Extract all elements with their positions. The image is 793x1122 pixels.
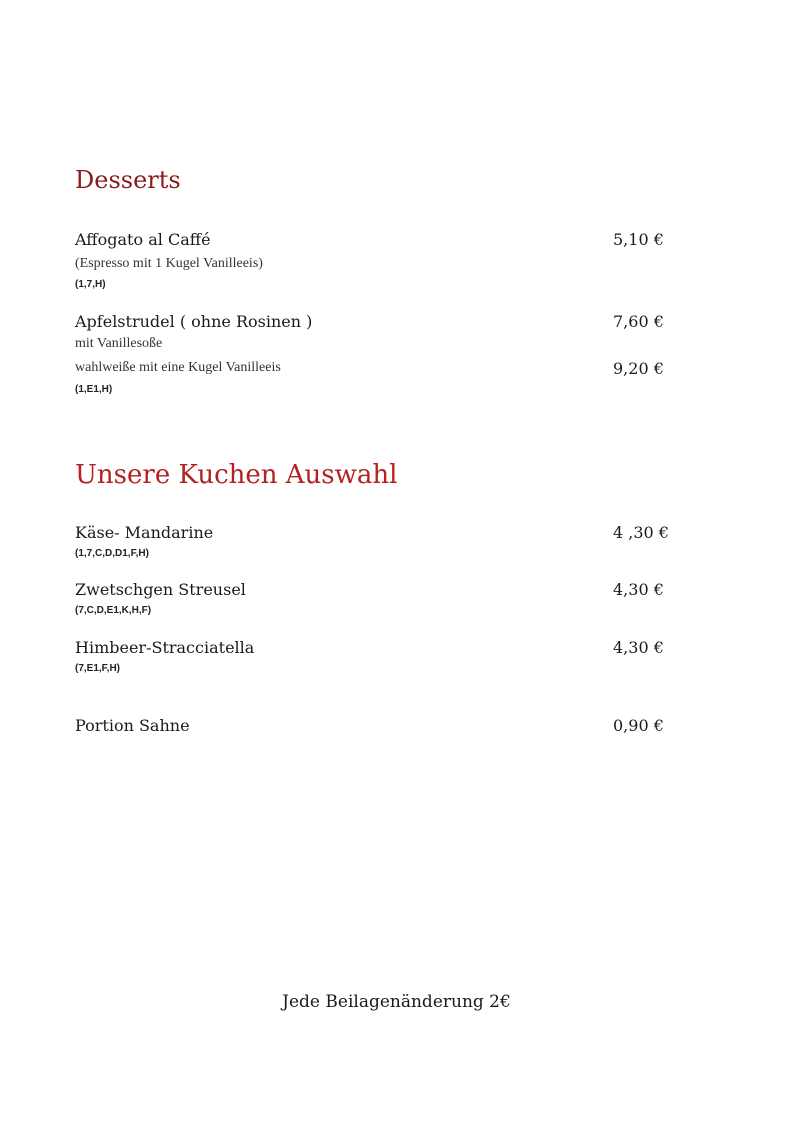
strudel-description-sauce: mit Vanillesoße bbox=[75, 336, 163, 351]
kuchen-title: Unsere Kuchen Auswahl bbox=[75, 460, 398, 490]
kuchen-item-price: 4,30 € bbox=[613, 638, 664, 657]
extra-cream-price: 0,90 € bbox=[613, 716, 664, 735]
kuchen-item-allergens: (1,7,C,D,D1,F,H) bbox=[75, 548, 149, 559]
kuchen-item-name: Himbeer-Stracciatella bbox=[75, 638, 255, 657]
strudel-description-icecream: wahlweiße mit eine Kugel Vanilleeis bbox=[75, 360, 281, 375]
affogato-name: Affogato al Caffé bbox=[75, 230, 211, 249]
extra-cream-name: Portion Sahne bbox=[75, 716, 190, 735]
strudel-price-icecream: 9,20 € bbox=[613, 359, 664, 378]
kuchen-item-name: Zwetschgen Streusel bbox=[75, 580, 246, 599]
affogato-description: (Espresso mit 1 Kugel Vanilleeis) bbox=[75, 256, 263, 271]
footer-note: Jede Beilagenänderung 2€ bbox=[282, 992, 511, 1012]
strudel-name: Apfelstrudel ( ohne Rosinen ) bbox=[75, 312, 313, 331]
strudel-allergens: (1,E1,H) bbox=[75, 384, 113, 395]
desserts-title: Desserts bbox=[75, 166, 181, 194]
kuchen-item-name: Käse- Mandarine bbox=[75, 523, 214, 542]
kuchen-item-price: 4,30 € bbox=[613, 580, 664, 599]
kuchen-item-price: 4 ,30 € bbox=[613, 523, 669, 542]
kuchen-item-allergens: (7,C,D,E1,K,H,F) bbox=[75, 605, 152, 616]
strudel-price-sauce: 7,60 € bbox=[613, 312, 664, 331]
kuchen-item-allergens: (7,E1,F,H) bbox=[75, 663, 121, 674]
affogato-price: 5,10 € bbox=[613, 230, 664, 249]
affogato-allergens: (1,7,H) bbox=[75, 279, 106, 290]
